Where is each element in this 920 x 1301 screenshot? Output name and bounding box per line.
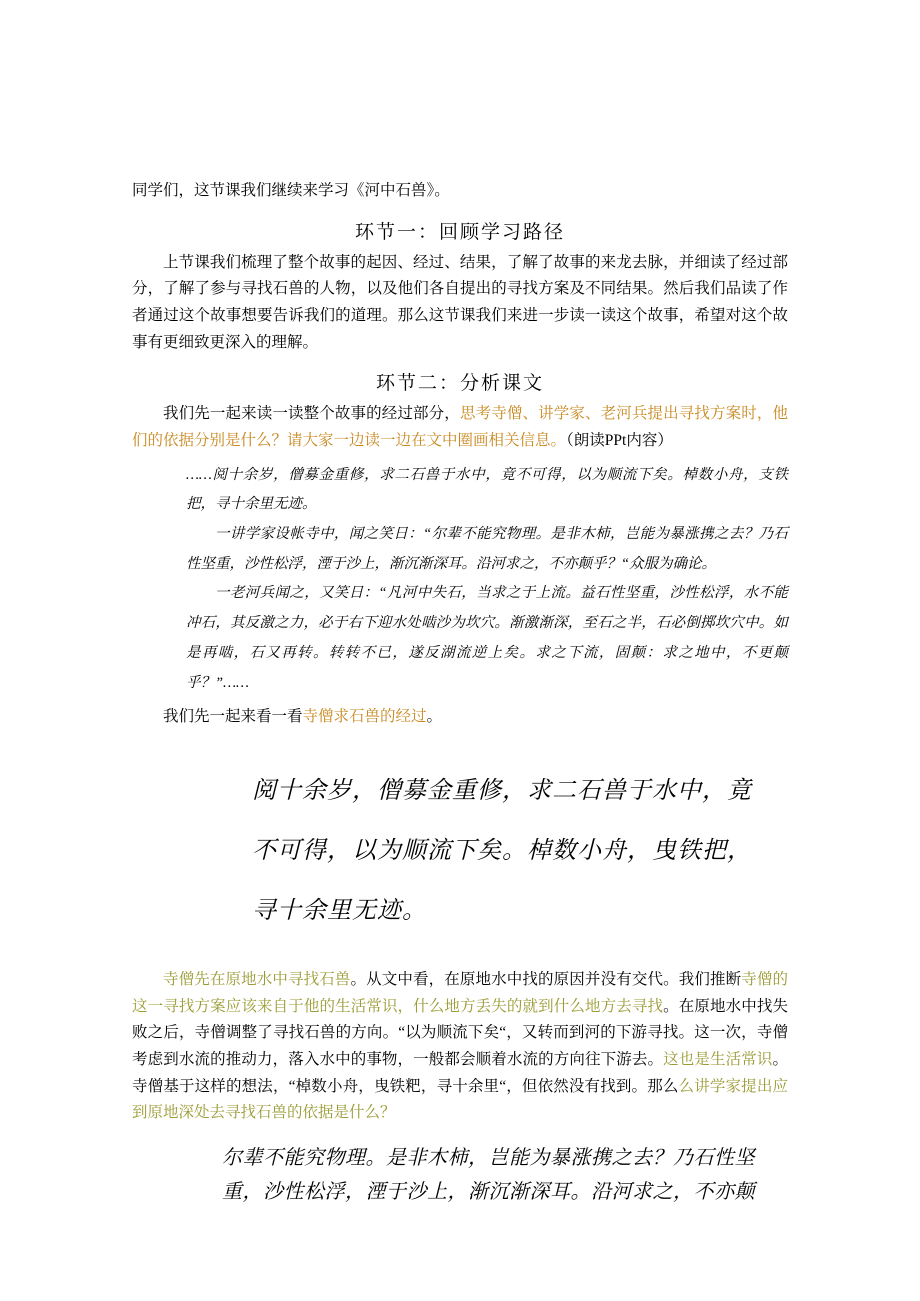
analysis-highlight-2: 寺僧的这一寻找方案应该来自于他的生活常识，什么地方丢失的就到什么地方去寻找 xyxy=(132,971,788,1015)
classical-text-quote xyxy=(132,461,788,699)
section-1-body: 上节课我们梳理了整个故事的起因、经过、结果，了解了故事的来龙去脉，并细读了经过部分，了解了参与寻找石兽的人物，以及他们各自提出的寻找方案及不同结果。然后我们品读了作者通过这个故事想要告诉我们的道理。那么这节课我们来进一步读一读这个故事，希望对这个故事有更细致更深入的理解。 xyxy=(132,253,788,351)
analysis-highlight-4: 么讲学家提出应到原地深处去寻找石兽的依据是什么？ xyxy=(132,1077,788,1122)
featured-quote xyxy=(132,761,788,941)
transition-plain-2: 。 xyxy=(426,708,443,726)
transition-paragraph xyxy=(132,704,788,731)
section-2-lead-plain-2: （朗读PPt内容） xyxy=(566,431,673,449)
intro-paragraph: 同学们，这节课我们继续来学习《河中石兽》。 xyxy=(132,182,450,199)
quote-line-2: 一讲学家设帐寺中，闻之笑日：“尔辈不能究物理。是非木柿，岂能为暴涨携之去？乃石性坚重，沙性松浮，湮于沙上，渐沉渐深耳。沿河求之，不亦颠乎？“众服为确论。 xyxy=(186,526,788,572)
scholar-quote-line-1: 尔辈不能究物理。是非木柿，岂能为暴涨携之去？乃石性坚 xyxy=(222,1146,755,1169)
analysis-plain-3: 。寺僧基于这样的想法，“棹数小舟，曳铁粑，寻十余里“，但依然没有找到。那么 xyxy=(132,1050,788,1095)
scholar-quote xyxy=(132,1141,788,1209)
quote-line-3: 一老河兵闻之，又笑日：“凡河中失石，当求之于上流。益石性坚重，沙性松浮，水不能冲石，其反激之力，必于右下迎水处啮沙为坎穴。渐激渐深，至石之半，石必倒掷坎穴中。如是再啮，石又再转。转转不已，遂反湖流逆上矣。求之下流，固颠：求之地中，不更颠乎？”…… xyxy=(186,585,788,691)
transition-highlight: 寺僧求石兽的经过 xyxy=(302,708,427,726)
quote-line-1: ……阅十余岁，僧募金重修，求二石兽于水中，竟不可得，以为顺流下矣。棹数小舟，支铁把，寻十余里无迹。 xyxy=(186,466,788,513)
section-2-lead-plain-1: 我们先一起来读一读整个故事的经过部分， xyxy=(163,405,460,423)
analysis-plain-1: 。从文中看，在原地水中找的原因并没有交代。我们推断 xyxy=(350,971,742,988)
analysis-plain-2: 。在原地水中找失败之后，寺僧调整了寻找石兽的方向。“以为顺流下矣“，又转而到河的下游寻找。这一次，寺僧考虑到水流的推动力，落入水中的事物，一般都会顺着水流的方向往下游去。 xyxy=(132,997,788,1068)
featured-quote-line-3: 寻十余里无迹。 xyxy=(252,898,427,924)
analysis-paragraph xyxy=(132,967,788,1127)
section-2-lead-highlight: 思考寺僧、讲学家、老河兵提出寻找方案时，他们的依据分别是什么？请大家一边读一边在文中圈画相关信息。 xyxy=(132,405,788,449)
transition-plain-1: 我们先一起来看一看 xyxy=(163,708,303,726)
featured-quote-line-2: 不可得，以为顺流下矣。棹数小舟，曳铁把， xyxy=(252,838,752,864)
section-1-heading: 环节一：回顾学习路径 xyxy=(354,220,565,243)
scholar-quote-line-2: 重，沙性松浮，湮于沙上，渐沉渐深耳。沿河求之，不亦颠 xyxy=(222,1180,755,1203)
section-2-lead xyxy=(132,401,788,454)
section-2-heading: 环节二：分析课文 xyxy=(375,372,544,395)
analysis-highlight-1: 寺僧先在原地水中寻找石兽 xyxy=(163,971,351,988)
featured-quote-line-1: 阅十余岁，僧募金重修，求二石兽于水中，竟 xyxy=(252,778,752,804)
analysis-highlight-3: 这也是生活常识 xyxy=(663,1050,773,1068)
